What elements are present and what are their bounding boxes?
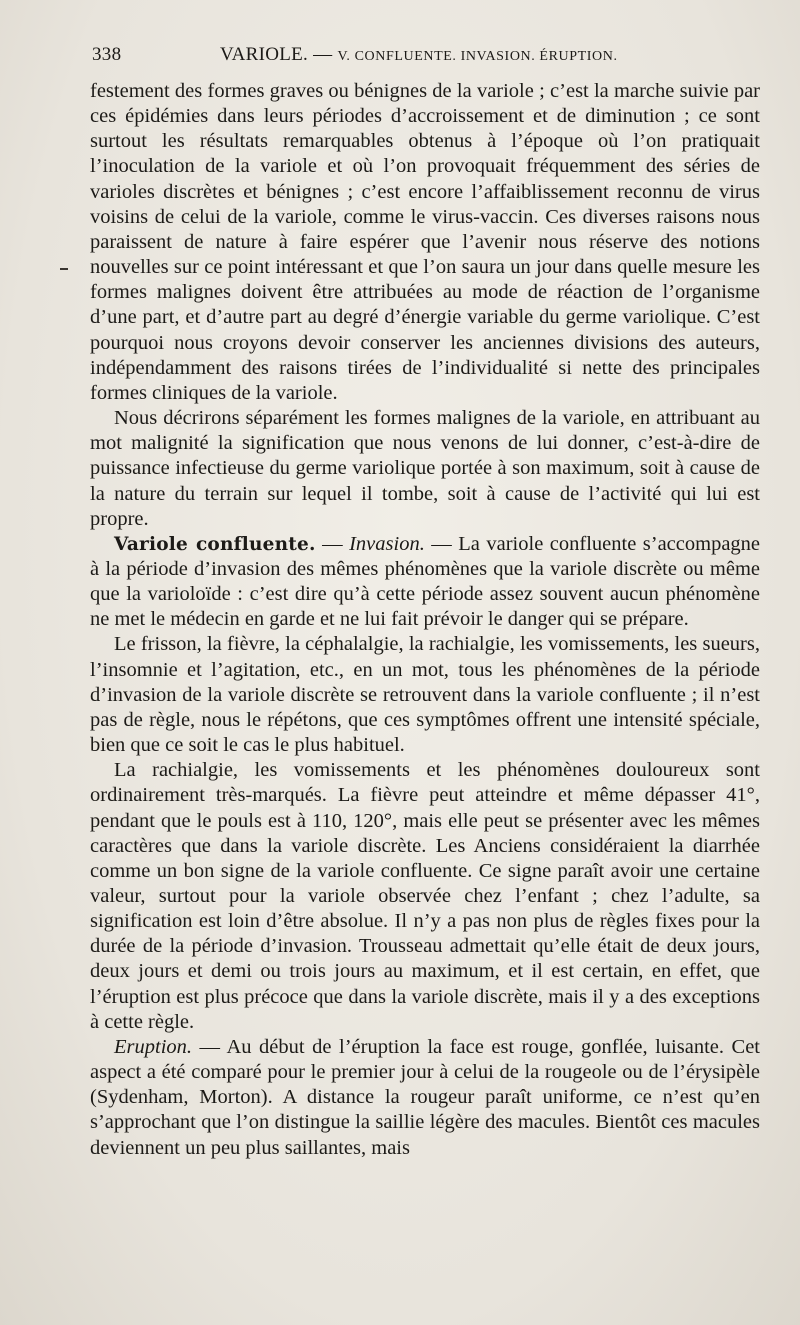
- page-number: 338: [92, 44, 122, 65]
- paragraph-1: festement des formes graves ou bénignes de la variole ; c’est la marche suivie par ces épidémies dans leurs périodes d’accroissement et de diminution ; ce sont surtout les résultats remarquables obtenus à l’époque où l’on pratiquait l’inoculation de la variole et où l’on provoquait fréquemment des séries de varioles discrètes et bénignes ; c’est encore l’affaiblissement reconnu de virus voisins de celui de la variole, comme le virus-vaccin. Ces diverses raisons nous paraissent de nature à faire espérer que l’avenir nous réserve des notions nouvelles sur ce point intéressant et que l’on saura un jour dans quelle mesure les formes malignes doivent être attribuées au mode de réaction de l’organisme d’une part, et d’autre part au degré d’énergie variable du germe variolique. C’est pourquoi nous croyons devoir conserver les anciennes divisions des auteurs, indépendamment des raisons tirées de l’individualité si nette des principales formes cliniques de la variole.: [90, 80, 760, 404]
- page-header: [92, 44, 760, 70]
- paragraph-2: Nous décrirons séparément les formes malignes de la variole, en attribuant au mot malignité la signification que nous venons de lui donner, c’est-à-dire de puissance infectieuse du germe variolique portée à son maximum, soit à cause de la nature du terrain sur lequel il tombe, soit à cause de l’activité qui lui est propre.: [90, 407, 760, 530]
- paragraph-3: [90, 532, 760, 633]
- subheading-eruption: Eruption.: [114, 1035, 193, 1058]
- running-title: [220, 44, 618, 66]
- body-text: [90, 79, 760, 1161]
- margin-mark: [60, 268, 68, 270]
- paragraph-6: [90, 1035, 760, 1161]
- paragraph-3-text: — La variole confluente s’accompagne à la période d’invasion des mêmes phénomènes que la variole discrète ou même que la varioloïde : c’est dire qu’à cette période assez souvent aucun phénomène ne met le médecin en garde et ne lui fait prévoir le danger qui se prépare.: [90, 532, 761, 631]
- section-heading-variole-confluente: Variole confluente.: [114, 533, 316, 555]
- subheading-invasion: Invasion.: [349, 532, 425, 555]
- running-title-small: V. CONFLUENTE. INVASION. ÉRUPTION.: [337, 49, 618, 64]
- paragraph-6-text: — Au début de l’éruption la face est rouge, gonflée, luisante. Cet aspect a été comparé pour le premier jour à celui de la rougeole ou de l’érysipèle (Sydenham, Morton). A distance la rougeur paraît uniforme, ce n’est qu’en s’approchant que l’on distingue la saillie légère des macules. Bientôt ces macules deviennent un peu plus saillantes, mais: [90, 1035, 760, 1159]
- paragraph-5: La rachialgie, les vomissements et les phénomènes douloureux sont ordinairement très-marqués. La fièvre peut atteindre et même dépasser 41°, pendant que le pouls est à 110, 120°, mais elle peut se présenter avec les mêmes caractères que dans la variole discrète. Les Anciens considéraient la diarrhée comme un bon signe de la variole confluente. Ce signe paraît avoir une certaine valeur, surtout pour la variole observée chez l’enfant ; chez l’adulte, sa signification est loin d’être absolue. Il n’y a pas non plus de règles fixes pour la durée de la période d’invasion. Trousseau admettait qu’elle était de deux jours, deux jours et demi ou trois jours au maximum, et il est certain, en effet, que l’éruption est plus précoce que dans la variole discrète, mais il y a des exceptions à cette règle.: [90, 759, 760, 1033]
- paragraph-4: Le frisson, la fièvre, la céphalalgie, la rachialgie, les vomissements, les sueurs, l’insomnie et l’agitation, etc., en un mot, tous les phénomènes de la période d’invasion de la variole discrète se retrouvent dans la variole confluente ; il n’est pas de règle, nous le répétons, que ces symptômes offrent une intensité spéciale, bien que ce soit le cas le plus habituel.: [90, 633, 760, 757]
- running-title-main: VARIOLE. —: [220, 44, 333, 65]
- heading-dash: —: [315, 532, 350, 555]
